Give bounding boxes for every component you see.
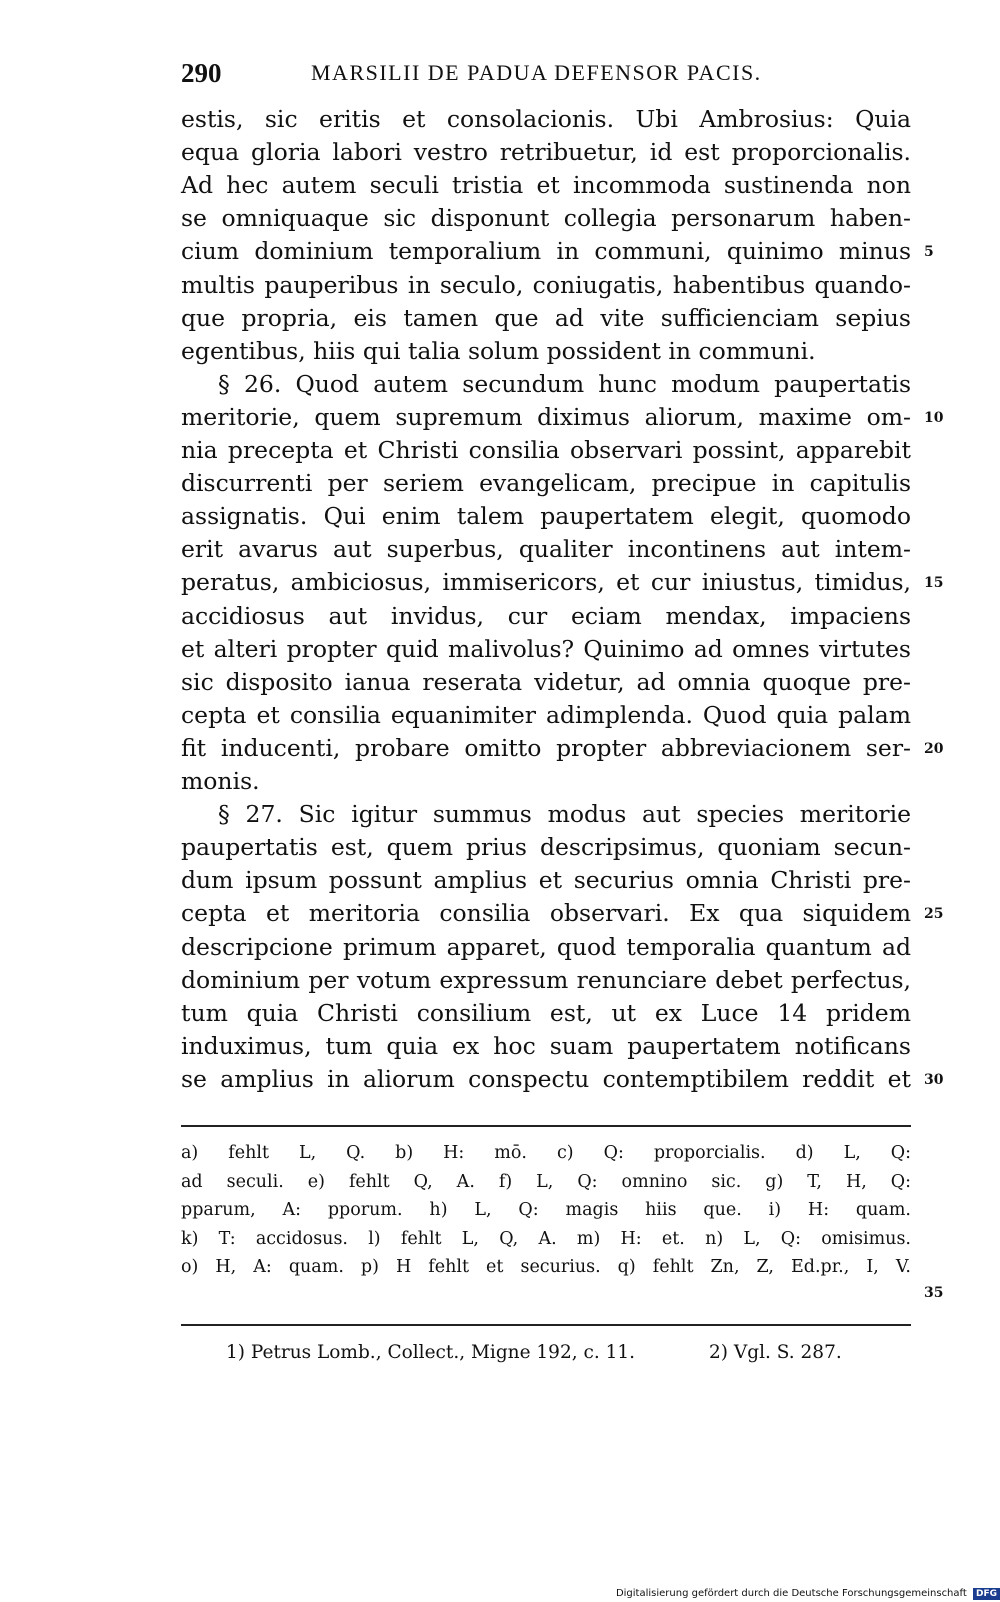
text-line: se omniquaque sic disponunt collegia personarum haben- [181,204,911,233]
text-line: monis. [181,767,260,795]
text-line: induximus, tum quia ex hoc suam paupertatem notificans [181,1031,911,1060]
text-line: discurrenti per seriem evangelicam, precipue in capitulis [181,469,911,498]
text-line: et alteri propter quid malivolus? Quinimo ad omnes virtutes [181,634,911,663]
source-reference: 2) Vgl. S. 287. [709,1342,842,1363]
margin-line-number: 10 [924,409,944,426]
text-line: que propria, eis tamen que ad vite sufficienciam sepius [181,303,911,332]
page-number: 290 [181,58,222,88]
text-line: cepta et meritoria consilia observari. Ex qua siquidem [181,899,911,928]
text-line: descripcione primum apparet, quod temporalia quantum ad [181,932,911,961]
footnote-line: a) fehlt L, Q. b) H: mō. c) Q: proporcialis. d) L, Q: [181,1143,911,1163]
text-line: sic disposito ianua reserata videtur, ad omnia quoque pre- [181,667,911,696]
footnote-line: k) T: accidosus. l) fehlt L, Q, A. m) H: et. n) L, Q: omisimus. [181,1228,911,1249]
text-line: equa gloria labori vestro retribuetur, id est proporcionalis. [181,138,911,167]
text-line: Ad hec autem seculi tristia et incommoda sustinenda non [181,171,911,200]
text-line: § 27. Sic igitur summus modus aut species meritorie [218,800,911,829]
dfg-logo: DFG [973,1588,1000,1600]
text-line: paupertatis est, quem prius descripsimus, quoniam secun- [181,833,911,862]
text-line: estis, sic eritis et consolacionis. Ubi Ambrosius: Quia [181,105,911,133]
margin-line-number: 20 [924,740,944,757]
text-line: meritorie, quem supremum diximus aliorum, maxime om- [181,402,911,431]
text-line: cepta et consilia equanimiter adimplenda. Quod quia palam [181,700,911,729]
running-title: MARSILII DE PADUA DEFENSOR PACIS. [311,60,762,85]
text-line: dominium per votum expressum renunciare debet perfectus, [181,965,911,994]
margin-line-number: 30 [924,1071,944,1088]
text-line: § 26. Quod autem secundum hunc modum paupertatis [218,369,911,398]
digitization-footer [616,1588,1000,1600]
text-line: peratus, ambiciosus, immisericors, et cur iniustus, timidus, [181,568,911,597]
text-line: egentibus, hiis qui talia solum possident in communi. [181,336,816,365]
footnote-line: ad seculi. e) fehlt Q, A. f) L, Q: omnino sic. g) T, H, Q: [181,1171,911,1192]
footnote-line: pparum, A: pporum. h) L, Q: magis hiis que. i) H: quam. [181,1200,911,1220]
reference-rule [181,1324,911,1326]
source-reference: 1) Petrus Lomb., Collect., Migne 192, c. 11. [226,1342,636,1363]
text-line: se amplius in aliorum conspectu contemptibilem reddit et [181,1064,911,1093]
footer-text: Digitalisierung gefördert durch die Deutsche Forschungsgemeinschaft [615,1588,967,1599]
text-line: nia precepta et Christi consilia observari possint, apparebit [181,436,911,464]
page-header [181,58,911,94]
margin-line-number: 35 [924,1285,944,1301]
text-line: fit inducenti, probare omitto propter abbreviacionem ser- [181,733,911,762]
text-line: assignatis. Qui enim talem paupertatem elegit, quomodo [181,502,911,531]
text-line: erit avarus aut superbus, qualiter incontinens aut intem- [181,535,911,564]
text-line: cium dominium temporalium in communi, quinimo minus [181,237,911,266]
text-line: accidiosus aut invidus, cur eciam mendax, impaciens [181,601,911,630]
text-line: dum ipsum possunt amplius et securius omnia Christi pre- [181,866,911,895]
margin-line-number: 15 [924,575,944,592]
margin-line-number: 25 [924,906,944,923]
footnote-rule [181,1125,911,1127]
margin-line-number: 5 [924,244,934,261]
text-line: tum quia Christi consilium est, ut ex Luce 14 pridem [181,998,911,1027]
text-line: multis pauperibus in seculo, coniugatis, habentibus quando- [181,270,911,299]
footnote-line: o) H, A: quam. p) H fehlt et securius. q) fehlt Zn, Z, Ed.pr., I, V. [181,1257,911,1277]
